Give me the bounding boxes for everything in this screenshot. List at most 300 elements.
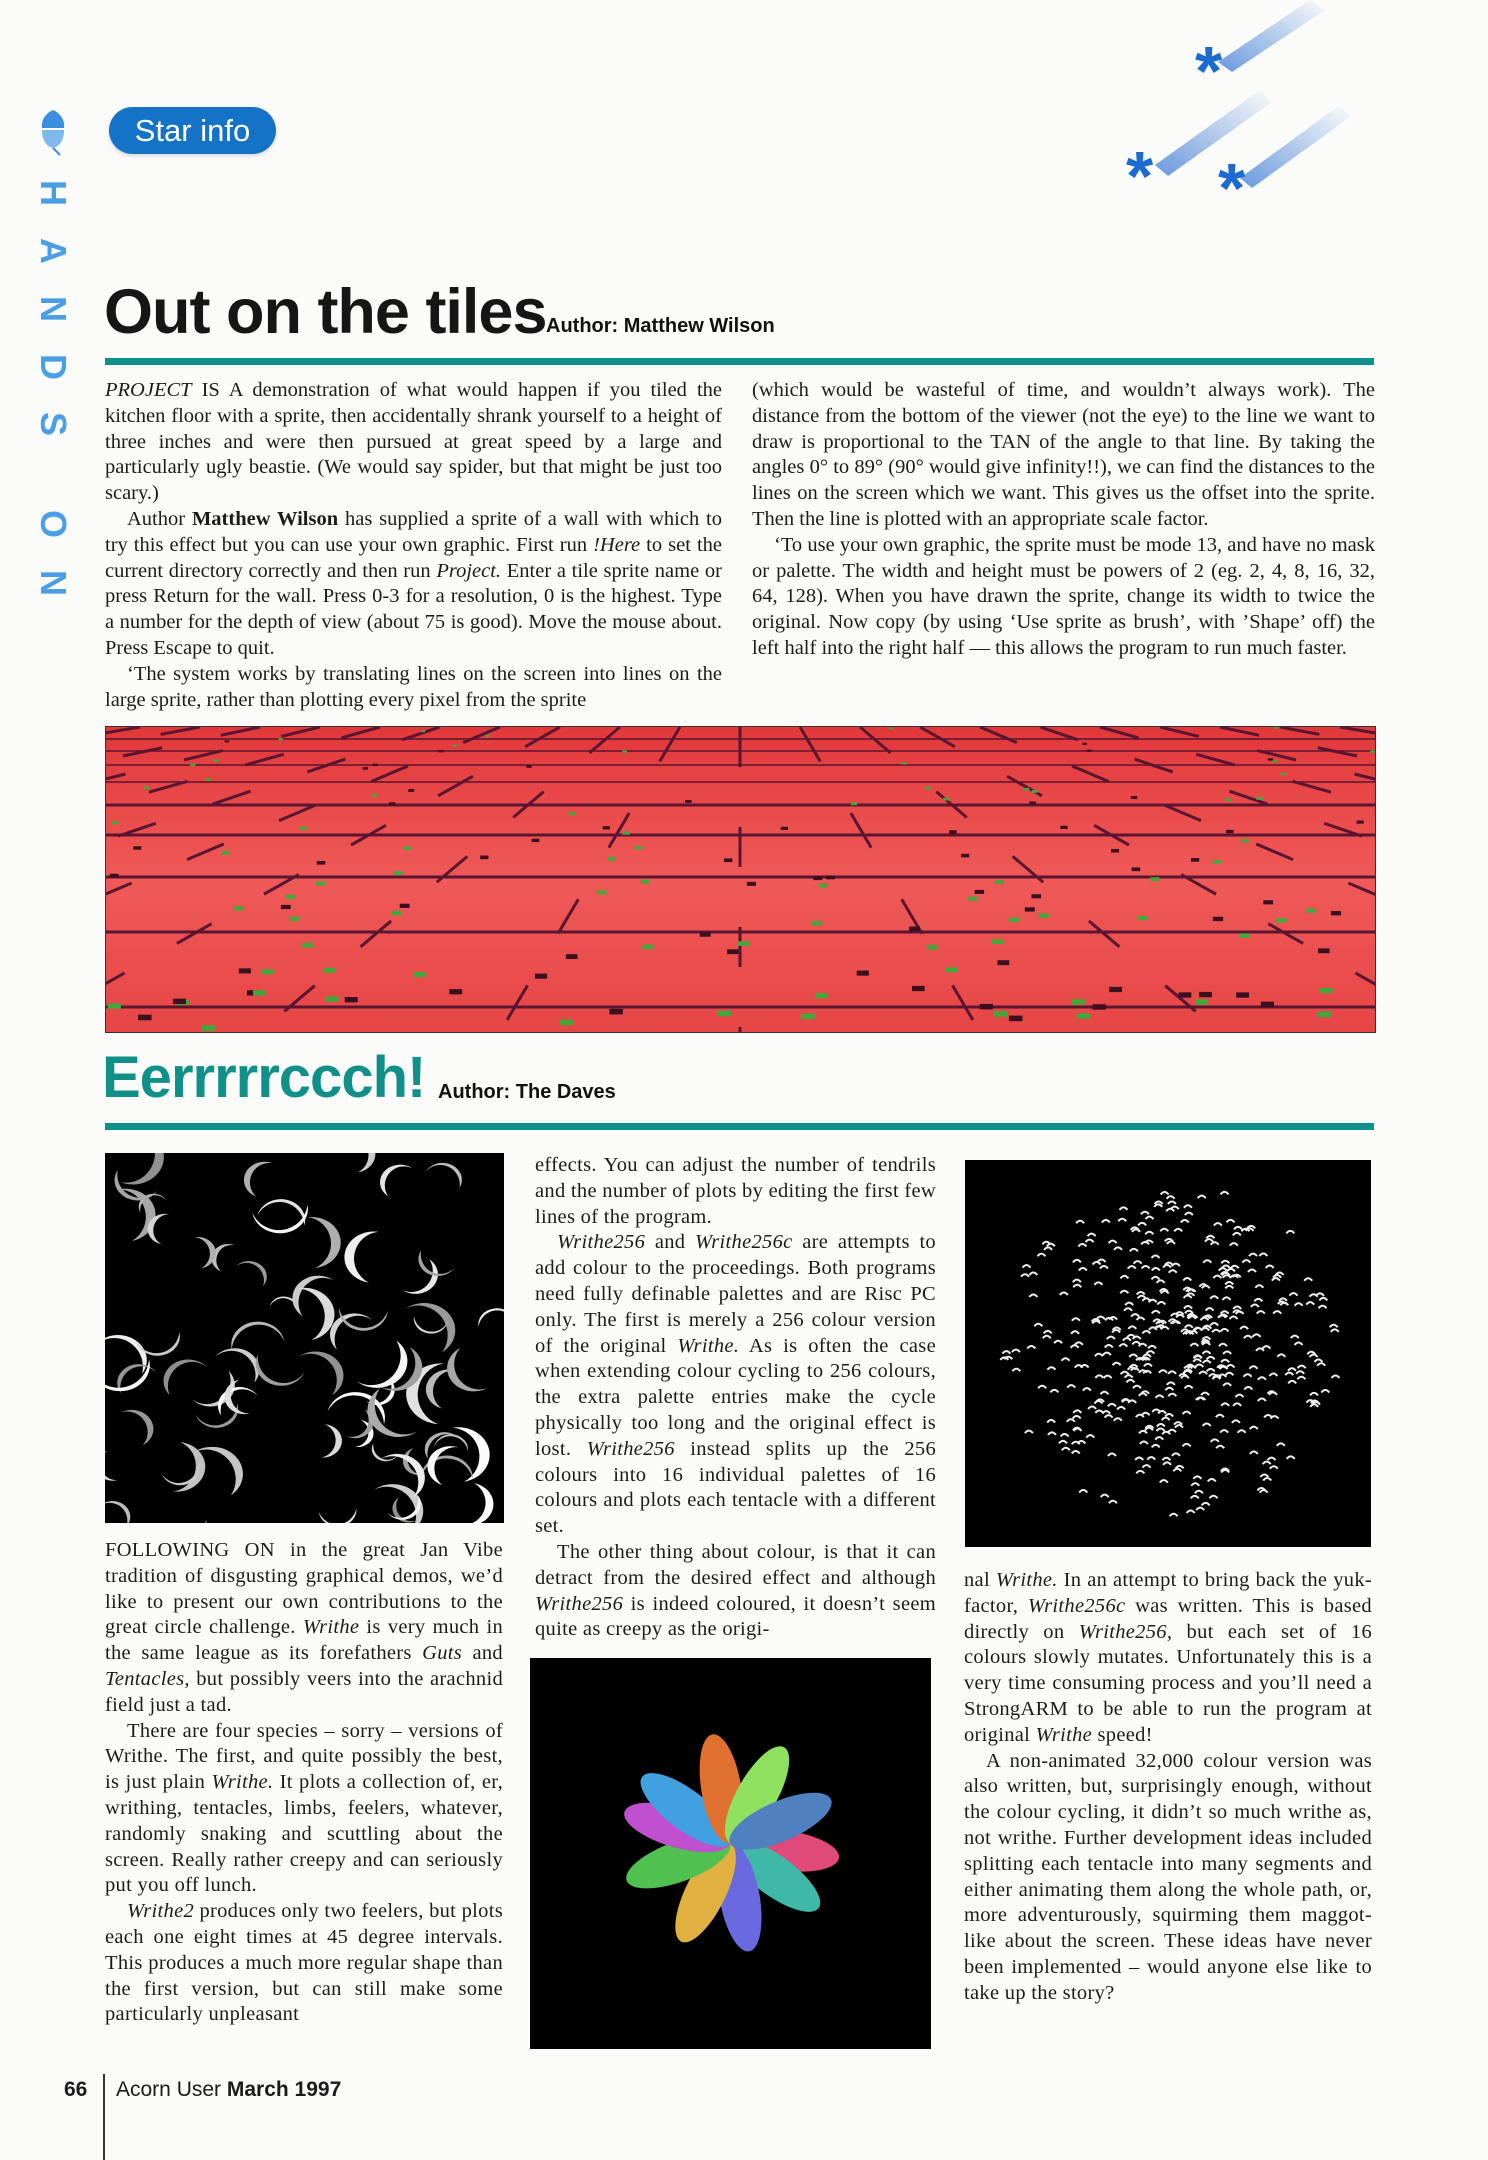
tentacle-segment — [1062, 1448, 1070, 1451]
tentacle-segment — [1157, 1429, 1165, 1432]
tentacle-segment — [1238, 1430, 1246, 1433]
tentacle-segment — [1331, 1329, 1339, 1332]
tentacle-segment — [1060, 1293, 1068, 1296]
tentacle-segment — [1231, 1266, 1239, 1269]
tentacle-segment — [1140, 1441, 1148, 1444]
tentacle-segment — [1109, 1241, 1117, 1244]
tentacle-segment — [1206, 1308, 1214, 1311]
tentacle-segment — [1047, 1244, 1055, 1247]
tile-speck — [363, 767, 368, 770]
tile-speck — [225, 740, 229, 742]
tentacle-segment — [1330, 1325, 1338, 1328]
tentacle-segment — [1272, 1278, 1280, 1281]
tentacle-segment — [1054, 1341, 1062, 1344]
tile-speck — [1195, 999, 1208, 1004]
tile-speck — [1077, 1013, 1091, 1019]
section-tag: Star info — [109, 107, 276, 154]
italic-run: Writhe — [1035, 1723, 1093, 1746]
tile-speck — [607, 857, 615, 861]
tile-speck — [925, 787, 931, 790]
tentacle-segment — [1184, 1306, 1192, 1309]
tile-speck — [404, 846, 412, 849]
paragraph — [752, 533, 1375, 662]
tentacle-segment — [1139, 1431, 1147, 1434]
tentacle-segment — [1029, 1272, 1037, 1275]
tile-speck — [961, 854, 969, 858]
tentacle-segment — [1225, 1286, 1233, 1289]
tentacle-segment — [1044, 1247, 1052, 1250]
tile-speck — [1272, 760, 1277, 762]
tile-speck — [1226, 830, 1233, 833]
tentacle-segment — [1262, 1346, 1270, 1349]
italic-run: Tentacles, — [105, 1667, 190, 1690]
tentacle-segment — [1108, 1454, 1116, 1457]
tile-speck — [110, 874, 119, 878]
footer-divider — [103, 2074, 105, 2160]
tile-speck — [453, 745, 458, 747]
tentacle-segment — [1185, 1311, 1193, 1314]
text-run: to set the current directory correctly and then run — [105, 533, 722, 582]
text-run: are attempts to add colour to the proceedings. Both programs need fully definable palettes and are Risc PC only. The first is merely a 256 colour version of the original — [535, 1231, 936, 1357]
tentacle-segment — [1216, 1415, 1224, 1418]
tile-speck — [326, 996, 339, 1001]
tentacle-segment — [1048, 1432, 1056, 1435]
tentacle-segment — [1120, 1207, 1128, 1210]
tentacle-segment — [1214, 1223, 1222, 1226]
tentacle-segment — [1131, 1314, 1139, 1317]
tentacle-segment — [1226, 1365, 1234, 1368]
tentacle-segment — [1086, 1435, 1094, 1438]
text-run: and — [462, 1642, 503, 1665]
article2-column-3 — [964, 1568, 1372, 2007]
crescent-shape — [231, 1322, 284, 1350]
tentacle-segment — [1249, 1254, 1257, 1257]
tentacle-segment — [1191, 1496, 1199, 1499]
tentacle-segment — [1012, 1350, 1020, 1353]
tentacle-segment — [1121, 1372, 1129, 1375]
tile-speck — [1029, 801, 1035, 804]
tile-speck — [111, 821, 118, 824]
tentacle-segment — [1277, 1443, 1285, 1446]
tile-speck — [927, 945, 938, 950]
crescent-shape — [406, 1303, 455, 1352]
tile-speck — [532, 839, 540, 842]
text-run: IS A demonstration of what would happen if you tiled the kitchen floor with a sprite, then accidentally shrank yourself to a height of three inches and were then pursued at great speed by a large and particularly ugly beastie. (We would say spider, but that might be just too scary.) — [105, 379, 722, 505]
tentacle-segment — [1088, 1234, 1096, 1237]
tentacle-segment — [1095, 1354, 1103, 1357]
footer-publication — [116, 2078, 341, 2102]
tile-speck — [815, 993, 828, 998]
text-run: Author — [127, 507, 192, 530]
tentacle-segment — [1276, 1272, 1284, 1275]
tile-speck — [718, 1011, 731, 1017]
tentacle-segment — [1012, 1369, 1020, 1372]
tentacle-segment — [1157, 1280, 1165, 1283]
tile-speck — [622, 831, 629, 834]
tile-speck — [609, 1009, 622, 1015]
tentacle-segment — [1173, 1469, 1181, 1472]
tile-speck — [641, 880, 650, 884]
tentacle-segment — [1306, 1302, 1314, 1305]
tentacle-segment — [1067, 1419, 1075, 1422]
tentacle-segment — [1206, 1236, 1214, 1239]
tentacle-segment — [1233, 1233, 1241, 1236]
crescent-shape — [350, 1153, 375, 1172]
tile-speck — [901, 762, 906, 764]
tile-speck — [1281, 773, 1287, 776]
tentacle-segment — [1103, 1353, 1111, 1356]
tentacle-segment — [1298, 1366, 1306, 1369]
tentacle-segment — [1221, 1403, 1229, 1406]
tile-speck — [560, 1020, 574, 1026]
tentacle-segment — [1271, 1416, 1279, 1419]
tentacle-segment — [1124, 1308, 1132, 1311]
tile-speck — [1236, 992, 1249, 997]
tentacle-segment — [1213, 1276, 1221, 1279]
crescent-shape — [215, 1348, 259, 1382]
tile-speck — [279, 738, 283, 740]
tile-speck — [724, 858, 732, 862]
crescent-shape — [478, 1308, 504, 1326]
text-run: In an attempt to bring back the yuk-factor, — [964, 1569, 1372, 1617]
tentacle-segment — [1273, 1311, 1281, 1314]
tentacle-segment — [1210, 1323, 1218, 1326]
tentacle-segment — [1175, 1425, 1183, 1428]
crescent-shape — [256, 1355, 305, 1386]
tile-speck — [1320, 988, 1333, 993]
tentacle-segment — [1072, 1451, 1080, 1454]
writhe2-screenshot — [965, 1160, 1371, 1547]
tentacle-segment — [1195, 1364, 1203, 1367]
tentacle-segment — [1181, 1220, 1189, 1223]
tentacle-segment — [1244, 1374, 1252, 1377]
tile-speck — [812, 921, 822, 925]
italic-run: Writhe — [302, 1616, 360, 1639]
tentacle-segment — [1251, 1305, 1259, 1308]
tentacle-segment — [1167, 1196, 1175, 1199]
tentacle-segment — [1071, 1331, 1079, 1334]
tentacle-segment — [1073, 1280, 1081, 1283]
tile-speck — [685, 800, 691, 803]
tentacle-segment — [1042, 1242, 1050, 1245]
tentacle-segment — [1203, 1260, 1211, 1263]
tile-speck — [1072, 999, 1085, 1004]
tile-speck — [568, 812, 575, 815]
tentacle-segment — [1183, 1278, 1191, 1281]
tentacle-segment — [1128, 1326, 1136, 1329]
text-run: Enter a tile sprite name or press Return for the wall. Press 0-3 for a resolution, 0 is the highest. Type a number for the depth of view (about 75 is good). Move the mouse about. Press Escape to quit. — [105, 559, 722, 659]
tentacle-segment — [1291, 1336, 1299, 1339]
tile-speck — [133, 846, 141, 849]
tentacle-segment — [1128, 1400, 1136, 1403]
tile-speck — [323, 968, 335, 973]
tentacle-segment — [1043, 1336, 1051, 1339]
tentacle-segment — [1162, 1432, 1170, 1435]
tentacle-segment — [1154, 1204, 1162, 1207]
tentacle-segment — [1207, 1369, 1215, 1372]
italic-run: Guts — [422, 1642, 463, 1665]
tentacle-segment — [1097, 1260, 1105, 1263]
tile-speck — [421, 730, 425, 732]
tentacle-segment — [1133, 1336, 1141, 1339]
paragraph — [535, 1153, 936, 1230]
tentacle-segment — [1220, 1192, 1228, 1195]
tentacle-segment — [1139, 1393, 1147, 1396]
crescent-shape — [105, 1501, 130, 1523]
tentacle-segment — [1094, 1401, 1102, 1404]
tentacle-segment — [1143, 1465, 1151, 1468]
tentacle-segment — [1263, 1462, 1271, 1465]
tile-speck — [222, 851, 230, 855]
tentacle-segment — [1199, 1372, 1207, 1375]
tentacle-segment — [1142, 1413, 1150, 1416]
tentacle-segment — [1233, 1403, 1241, 1406]
crescent-shape — [447, 1348, 487, 1391]
crescent-shape — [464, 1483, 494, 1523]
tentacle-segment — [1266, 1265, 1274, 1268]
tentacle-segment — [1129, 1355, 1137, 1358]
tentacle-segment — [1075, 1365, 1083, 1368]
text-run: (which would be wasteful of time, and wouldn’t always work). The distance from the bottom of the viewer (not the eye) to the line we want to draw is proportional to the TAN of the angle to that line. By taking the angles 0° to 89° (90° would give infinity!!), we can find the distances to the lines on the screen which we want. This gives us the offset into the sprite. Then the line is plotted with an appropriate scale factor. — [752, 379, 1375, 530]
tile-speck — [826, 875, 835, 879]
tentacle-segment — [1141, 1242, 1149, 1245]
tentacle-segment — [1079, 1490, 1087, 1493]
tentacle-segment — [1118, 1219, 1126, 1222]
crescent-shape — [235, 1261, 267, 1286]
tentacle-segment — [1073, 1416, 1081, 1419]
writhe-screenshot — [105, 1153, 504, 1523]
crescent-shape — [212, 1244, 235, 1271]
tentacle-segment — [1167, 1241, 1175, 1244]
tile-speck — [1199, 992, 1212, 997]
tile-speck — [413, 972, 425, 977]
tentacle-segment — [1104, 1376, 1112, 1379]
tentacle-segment — [1314, 1360, 1322, 1363]
tentacle-segment — [1100, 1266, 1108, 1269]
tentacle-segment — [1102, 1220, 1110, 1223]
tile-speck — [391, 911, 401, 915]
tile-speck — [1031, 894, 1041, 898]
page-number: 66 — [64, 2078, 88, 2101]
tentacle-segment — [1254, 1299, 1262, 1302]
italic-run: Writhe256c — [695, 1231, 793, 1254]
article-author: Author: The Daves — [438, 1081, 616, 1103]
tentacle-segment — [1034, 1324, 1042, 1327]
text-run: It plots a collection of, er, writhing, tentacles, limbs, feelers, whatever, randomly snaking and scuttling about the screen. Really rather creepy and can seriously put you off lunch. — [105, 1771, 504, 1897]
tentacle-segment — [1097, 1317, 1105, 1320]
tentacle-segment — [1023, 1265, 1031, 1268]
tile-speck — [1276, 918, 1286, 922]
tentacle-segment — [1092, 1321, 1100, 1324]
crescent-shape — [380, 1165, 412, 1197]
tile-speck — [603, 826, 610, 829]
text-run: As is often the case when extending colour cycling to 256 colours, the extra palette entries make the cycle physically too long and the original effect is lost. — [535, 1334, 936, 1460]
text-run: There are four species – sorry – versions of Writhe. The first, and quite possibly the best, is just plain — [105, 1719, 503, 1794]
tile-speck — [138, 1015, 152, 1021]
tentacle-segment — [1038, 1386, 1046, 1389]
tentacle-segment — [1212, 1330, 1220, 1333]
tentacle-segment — [1071, 1345, 1079, 1348]
tile-speck — [1109, 987, 1122, 992]
tentacle-segment — [1145, 1232, 1153, 1235]
crescent-shape — [244, 1162, 274, 1197]
article2-column-2 — [535, 1153, 936, 1643]
tile-speck — [317, 861, 325, 865]
tile-speck — [1025, 907, 1035, 911]
tentacle-segment — [1227, 1269, 1235, 1272]
tile-speck — [995, 880, 1004, 884]
tentacle-segment — [1101, 1495, 1109, 1498]
crescent-shape — [357, 1341, 407, 1388]
tile-speck — [253, 990, 266, 995]
tentacle-segment — [1203, 1423, 1211, 1426]
tentacle-segment — [1270, 1466, 1278, 1469]
tentacle-segment — [1166, 1209, 1174, 1212]
crescent-shape — [121, 1410, 154, 1445]
tile-speck — [400, 904, 410, 908]
tentacle-segment — [1181, 1376, 1189, 1379]
tentacle-segment — [1044, 1331, 1052, 1334]
star-icon: * — [1195, 32, 1223, 110]
text-run: and — [645, 1231, 696, 1254]
tentacle-segment — [1152, 1311, 1160, 1314]
tentacle-segment — [1025, 1431, 1033, 1434]
tentacle-segment — [1221, 1311, 1229, 1314]
tentacle-segment — [1260, 1475, 1268, 1478]
tile-speck — [992, 939, 1003, 944]
tentacle-segment — [1073, 1410, 1081, 1413]
tentacle-segment — [1137, 1318, 1145, 1321]
paragraph — [535, 1540, 936, 1643]
tentacle-segment — [1220, 1430, 1228, 1433]
paragraph — [105, 1719, 503, 1900]
tile-speck — [597, 890, 606, 894]
tentacle-segment — [1114, 1418, 1122, 1421]
tentacle-segment — [1163, 1462, 1171, 1465]
tile-speck — [700, 932, 711, 937]
tentacle-segment — [1296, 1371, 1304, 1374]
tentacle-segment — [1219, 1268, 1227, 1271]
tentacle-segment — [1316, 1293, 1324, 1296]
tentacle-segment — [1160, 1229, 1168, 1232]
tentacle-segment — [1095, 1375, 1103, 1378]
tentacle-segment — [1229, 1317, 1237, 1320]
tile-speck — [1179, 992, 1192, 997]
tile-speck — [173, 999, 186, 1004]
tentacle-segment — [1100, 1392, 1108, 1395]
tile-speck — [909, 927, 920, 931]
magazine-name: Acorn User — [116, 2078, 222, 2101]
tile-floor — [106, 727, 1375, 1032]
tentacle-segment — [1062, 1358, 1070, 1361]
tile-speck — [1239, 933, 1250, 938]
tentacle-segment — [1165, 1414, 1173, 1417]
tile-speck — [1131, 796, 1137, 799]
tile-speck — [1331, 911, 1341, 915]
tentacle-segment — [1151, 1256, 1159, 1259]
tentacle-segment — [1079, 1268, 1087, 1271]
tentacle-segment — [1086, 1240, 1094, 1243]
text-run: FOLLOWING ON in the great Jan Vibe tradition of disgusting graphical demos, we’d like to present our own contributions to the great circle challenge. — [105, 1539, 503, 1639]
tile-speck — [857, 971, 869, 976]
tentacle-segment — [1142, 1298, 1150, 1301]
tentacle-segment — [1297, 1377, 1305, 1380]
tentacle-segment — [1108, 1404, 1116, 1407]
tentacle-segment — [1289, 1293, 1297, 1296]
text-run: produces only two feelers, but plots each one eight times at 45 degree intervals. This produces a much more regular shape than the first version, but can still make some particularly unpleasant — [105, 1900, 503, 2026]
tentacle-segment — [1257, 1311, 1265, 1314]
tentacle-segment — [1075, 1342, 1083, 1345]
tile-speck — [394, 871, 403, 875]
tile-speck — [214, 759, 219, 761]
tile-speck — [1132, 867, 1141, 871]
tentacle-segment — [1319, 1298, 1327, 1301]
text-run: is indeed coloured, it doesn’t seem quite as creepy as the origi- — [535, 1592, 936, 1641]
tentacle-segment — [1168, 1371, 1176, 1374]
tile-speck — [1093, 1004, 1106, 1009]
tentacle-segment — [1202, 1503, 1210, 1506]
tentacle-segment — [1185, 1213, 1193, 1216]
italic-run: Writhe256 — [557, 1231, 646, 1254]
tile-speck — [1009, 1016, 1023, 1022]
tile-speck — [144, 786, 150, 789]
tentacle-segment — [1191, 1483, 1199, 1486]
tentacle-segment — [1147, 1457, 1155, 1460]
tentacle-segment — [1187, 1510, 1195, 1513]
tentacle-segment — [1263, 1478, 1271, 1481]
tile-speck — [1261, 1002, 1274, 1007]
tile-speck — [642, 945, 653, 950]
tentacle-segment — [1170, 1514, 1178, 1517]
tile-speck — [302, 943, 313, 948]
tentacle-segment — [1168, 1394, 1176, 1397]
tentacle-segment — [1132, 1229, 1140, 1232]
tentacle-segment — [1183, 1444, 1191, 1447]
tile-speck — [994, 1011, 1007, 1017]
tentacle-segment — [1105, 1415, 1113, 1418]
tentacle-segment — [1163, 1265, 1171, 1268]
tile-speck — [975, 890, 984, 894]
crescent-shape — [194, 1237, 215, 1268]
tentacle-segment — [1021, 1274, 1029, 1277]
tile-speck — [801, 1014, 815, 1020]
tile-speck — [438, 750, 443, 752]
tentacle-segment — [1223, 1383, 1231, 1386]
tile-speck — [1087, 750, 1092, 752]
tentacle-segment — [1143, 1355, 1151, 1358]
tile-speck — [190, 764, 195, 766]
tentacle-segment — [1190, 1344, 1198, 1347]
tentacle-segment — [1119, 1344, 1127, 1347]
text-run: instead splits up the 256 colours into 16 individual palettes of 16 colours and plots each tentacle with a different set. — [535, 1437, 937, 1538]
tile-speck — [262, 969, 274, 974]
tile-speck — [300, 827, 307, 830]
crescent-shape — [372, 1443, 398, 1461]
tentacle-segment — [1145, 1217, 1153, 1220]
tile-speck — [1318, 948, 1329, 953]
tentacle-segment — [1248, 1270, 1256, 1273]
crescent-shape — [120, 1153, 164, 1184]
text-run: effects. You can adjust the number of tendrils and the number of plots by editing the first few lines of the program. — [535, 1154, 936, 1228]
tentacle-segment — [1156, 1395, 1164, 1398]
tentacle-segment — [1258, 1377, 1266, 1380]
tentacle-segment — [1235, 1395, 1243, 1398]
tentacle-segment — [1242, 1260, 1250, 1263]
tile-speck — [997, 960, 1009, 965]
crescent-shape — [339, 1308, 388, 1331]
text-run: was written. This is based directly on — [964, 1594, 1372, 1643]
tile-speck — [1268, 758, 1273, 760]
